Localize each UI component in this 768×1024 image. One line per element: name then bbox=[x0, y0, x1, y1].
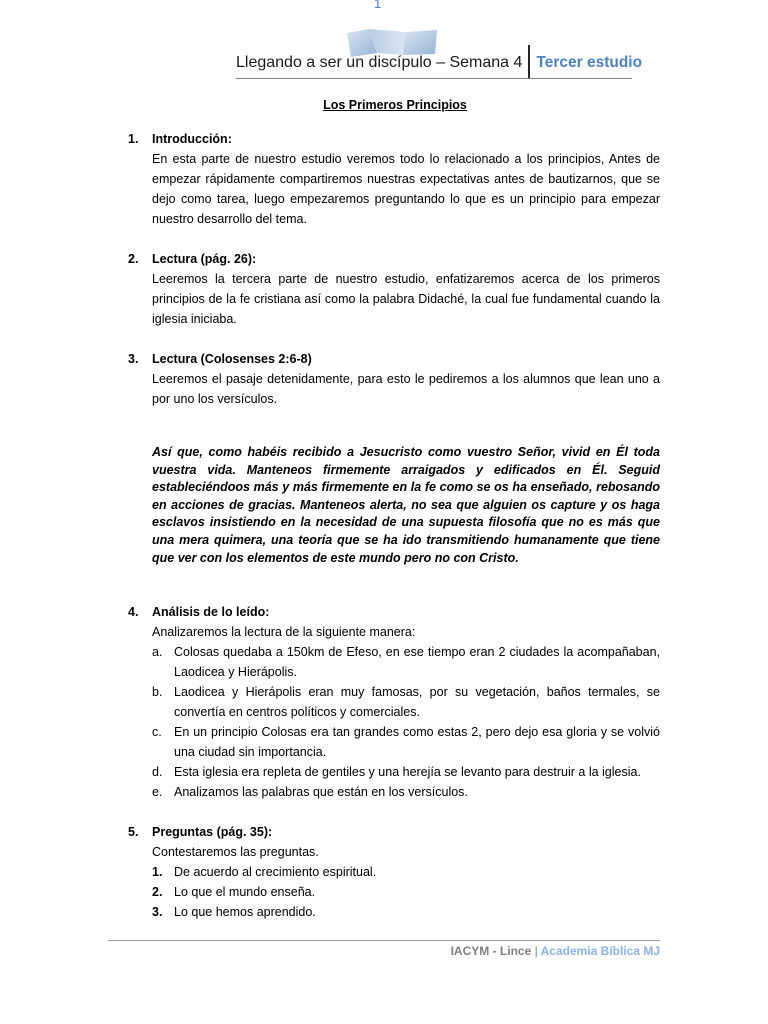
list-item-marker: b. bbox=[152, 685, 163, 700]
list-item bbox=[152, 642, 660, 682]
list-item-text: Analizamos las palabras que están en los versículos. bbox=[174, 785, 468, 800]
section-heading: Análisis de lo leído: bbox=[152, 605, 270, 620]
section-heading: Lectura (Colosenses 2:6-8) bbox=[152, 352, 312, 366]
page-number: 1 bbox=[374, 0, 382, 11]
section-text: En esta parte de nuestro estudio veremos todo lo relacionado a los principios, Antes de empezar rápidamente compartiremos nuestras expectativas antes de bautizarnos, que se dejo como tarea, luego empezaremos preguntando lo que es un principio para empezar nuestro desarrollo del tema. bbox=[152, 152, 660, 226]
section-number: 3. bbox=[128, 352, 139, 366]
section-lectura-colosenses bbox=[128, 349, 660, 409]
section-introduccion bbox=[128, 129, 660, 229]
list-item-text: Esta iglesia era repleta de gentiles y una herejía se levanto para destruir a la iglesia. bbox=[174, 765, 641, 780]
section-heading: Introducción: bbox=[152, 132, 232, 146]
header-subtitle: Tercer estudio bbox=[536, 54, 643, 71]
header-rule bbox=[236, 78, 632, 79]
list-item-text: Laodicea y Hierápolis eran muy famosas, por su vegetación, baños termales, se convertía en centros políticos y comerciales. bbox=[174, 685, 660, 720]
section-text: Leeremos la tercera parte de nuestro estudio, enfatizaremos acerca de los primeros principios de la fe cristiana así como la palabra Didaché, la cual fue fundamental cuando la iglesia iniciaba. bbox=[152, 272, 660, 326]
list-item-marker: 1. bbox=[152, 865, 163, 880]
section-number: 1. bbox=[128, 132, 139, 146]
list-item-text: Lo que hemos aprendido. bbox=[174, 905, 316, 920]
page-header bbox=[236, 48, 642, 78]
footer-academy: Academia Bíblica MJ bbox=[540, 944, 660, 958]
list-item-marker: d. bbox=[152, 765, 163, 780]
list-item-marker: 2. bbox=[152, 885, 163, 900]
list-item-text: En un principio Colosas era tan grandes como estas 2, pero dejo esa gloria y se volvió una ciudad sin importancia. bbox=[174, 725, 660, 760]
section-lectura-pag-26 bbox=[128, 249, 660, 329]
section-heading: Preguntas (pág. 35): bbox=[152, 825, 273, 840]
list-item bbox=[152, 862, 660, 882]
list-item-marker: e. bbox=[152, 785, 163, 800]
document-body bbox=[128, 129, 660, 922]
list-item-text: Colosas quedaba a 150km de Efeso, en ese tiempo eran 2 ciudades la acompañaban, Laodicea y Hierápolis. bbox=[174, 645, 660, 680]
footer-rule bbox=[108, 940, 660, 941]
section-number: 4. bbox=[128, 605, 139, 620]
scripture-quote: Así que, como habéis recibido a Jesucristo como vuestro Señor, vivid en Él toda vuestra vida. Manteneos firmemente arraigados y edificados en Él. Seguid estableciéndoos más y más firmemente en la fe como se os ha enseñado, rebosando en acciones de gracias. Manteneos alerta, no sea que alguien os capture y os haga esclavos insistiendo en la necesidad de una supuesta filosofía que no es más que una mera quimera, una teoría que se ha ido transmitiendo humanamente que tiene que ver con los elementos de este mundo pero no con Cristo. bbox=[152, 445, 660, 565]
list-item bbox=[152, 762, 660, 782]
list-item-marker: c. bbox=[152, 725, 162, 740]
footer-separator: | bbox=[534, 944, 538, 958]
list-item-text: Lo que el mundo enseña. bbox=[174, 885, 316, 900]
list-item-marker: a. bbox=[152, 645, 163, 660]
list-item bbox=[152, 722, 660, 762]
list-item-text: De acuerdo al crecimiento espiritual. bbox=[174, 865, 377, 880]
section-text: Leeremos el pasaje detenidamente, para esto le pediremos a los alumnos que lean uno a por uno los versículos. bbox=[152, 372, 660, 406]
list-item bbox=[152, 882, 660, 902]
list-item-marker: 3. bbox=[152, 905, 163, 920]
header-title: Llegando a ser un discípulo – Semana 4 bbox=[236, 54, 523, 71]
section-text: Analizaremos la lectura de la siguiente manera: bbox=[152, 625, 416, 640]
footer-organization: IACYM - Lince bbox=[450, 944, 532, 958]
analysis-list bbox=[152, 642, 660, 802]
questions-list bbox=[152, 862, 660, 922]
list-item bbox=[152, 682, 660, 722]
document-title: Los Primeros Principios bbox=[323, 98, 467, 112]
section-number: 5. bbox=[128, 825, 139, 840]
page-footer bbox=[451, 944, 660, 958]
section-number: 2. bbox=[128, 252, 139, 266]
section-analisis bbox=[128, 602, 660, 802]
section-heading: Lectura (pág. 26): bbox=[152, 252, 257, 266]
list-item bbox=[152, 902, 660, 922]
list-item bbox=[152, 782, 660, 802]
section-text: Contestaremos las preguntas. bbox=[152, 845, 319, 860]
section-preguntas bbox=[128, 822, 660, 922]
